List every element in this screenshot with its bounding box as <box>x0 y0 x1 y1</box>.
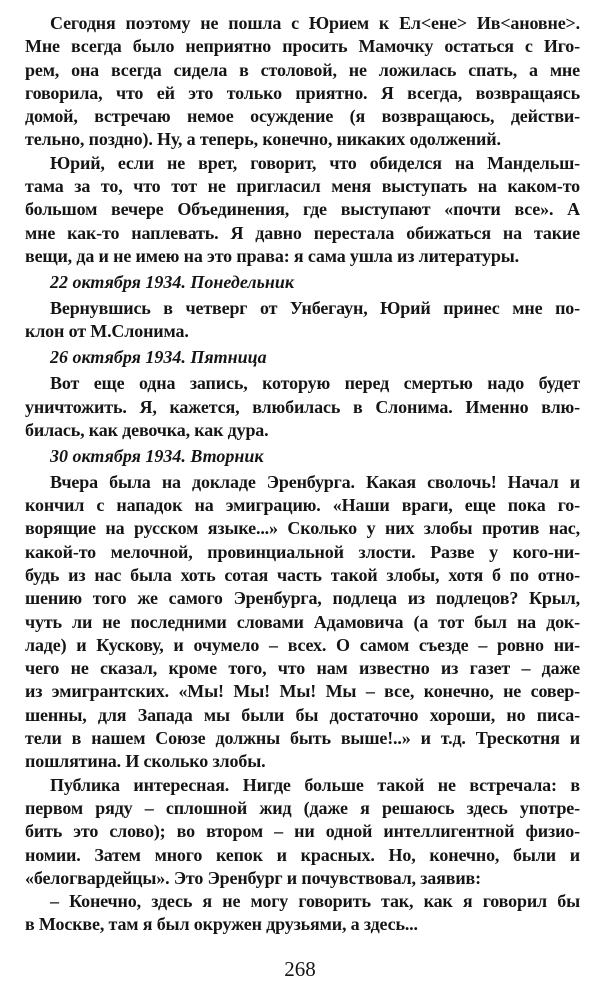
text-line: «белогвардейцы». Это Эренбург и почувствовал, заявив: <box>25 867 481 888</box>
text-line: Юрий, если не врет, говорит, что обиделся на Мандельш- <box>50 152 580 173</box>
text-line: рем, она всегда сидела в столовой, не ложилась спать, а мне <box>25 59 580 80</box>
text-line: Сегодня поэтому не пошла с Юрием к Ел<ене> Ив<ановне>. <box>50 13 580 33</box>
text-line: Публика интересная. Нигде больше такой не встречала: в <box>50 774 580 795</box>
paragraph <box>25 372 580 442</box>
text-line: чего не сказал, кроме того, что нам известно из газет – даже <box>25 658 580 679</box>
text-line: какой-то мелочной, провинциальной злости. Разве у кого-ни- <box>25 541 580 562</box>
text-line: билась, как девочка, как дура. <box>25 419 269 440</box>
text-line: в Москве, там я был окружен друзьями, а здесь... <box>25 914 418 935</box>
text-line: кончил с нападок на эмиграцию. «Наши враги, еще пока го- <box>25 495 580 516</box>
text-line: ладе) и Кускову, и очумело – всех. О самом съезде – ровно ни- <box>25 634 580 655</box>
text-line: большом вечере Объединения, где выступают «почти все». А <box>25 199 580 220</box>
text-line: пошлятина. И сколько злобы. <box>25 751 266 772</box>
text-line: будь из нас была хоть сотая часть такой злобы, хотя б по отно- <box>25 564 580 585</box>
text-line: домой, встречаю немое осуждение (я возвращаюсь, действи- <box>25 106 580 127</box>
text-line: чуть ли не последними словами Адамовича (а тот был на док- <box>25 611 580 632</box>
paragraph <box>25 471 580 774</box>
paragraph <box>25 890 580 937</box>
text-line: бить это слово); во втором – ни одной интеллигентной физио- <box>25 821 580 842</box>
text-line: Вчера была на докладе Эренбурга. Какая сволочь! Начал и <box>50 471 580 492</box>
text-line: вещи, да и не имею на это права: я сама ушла из литературы. <box>25 245 519 266</box>
text-line: шенны, для Запада мы были бы достаточно хороши, но писа- <box>25 704 580 725</box>
text-line: Вот еще одна запись, которую перед смертью надо будет <box>50 373 580 394</box>
text-line: Мне всегда было неприятно просить Мамочку остаться с Иго- <box>25 36 580 57</box>
text-line: ворящие на русском языке...» Сколько у них злобы против нас, <box>25 518 580 539</box>
text-line: уничтожить. Я, кажется, влюбилась в Слонима. Именно влю- <box>25 396 580 417</box>
paragraph <box>25 12 580 152</box>
page-body <box>25 12 580 937</box>
paragraph <box>25 152 580 268</box>
text-line: мне как-то наплевать. Я давно перестала обижаться на такие <box>25 222 580 243</box>
diary-date-heading: 26 октября 1934. Пятница <box>50 347 267 368</box>
text-line: тельно, поздно). Ну, а теперь, конечно, никаких одолжений. <box>25 129 501 150</box>
paragraph <box>25 774 580 890</box>
diary-date-heading: 30 октября 1934. Вторник <box>50 445 264 466</box>
text-line: клон от М.Слонима. <box>25 321 189 342</box>
text-line: – Конечно, здесь я не могу говорить так, как я говорил бы <box>50 891 580 912</box>
text-line: тама за то, что тот не пригласил меня выступать на каком-то <box>25 176 580 197</box>
text-line: из эмигрантских. «Мы! Мы! Мы! Мы – все, конечно, не совер- <box>25 681 580 702</box>
diary-date-heading: 22 октября 1934. Понедельник <box>50 271 294 292</box>
page-number: 268 <box>284 957 316 981</box>
text-line: первом ряду – сплошной жид (даже я решаюсь здесь употре- <box>25 797 580 818</box>
text-line: говорила, что ей это только приятно. Я всегда, возвращаясь <box>25 82 580 103</box>
text-line: Вернувшись в четверг от Унбегаун, Юрий принес мне по- <box>50 297 580 318</box>
text-line: шению того же самого Эренбурга, подлеца из подлецов? Крыл, <box>25 588 580 609</box>
paragraph <box>25 297 580 344</box>
text-line: номии. Затем много кепок и красных. Но, конечно, были и <box>25 844 580 865</box>
text-line: тели в нашем Союзе должны быть выше!..» и т.д. Трескотня и <box>25 728 580 749</box>
